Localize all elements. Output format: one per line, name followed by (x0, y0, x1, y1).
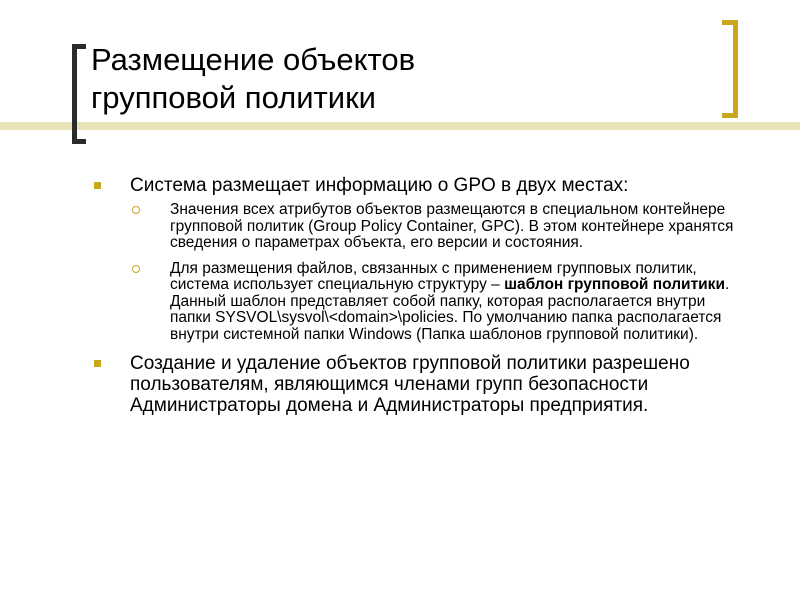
sub-bullet-text: Значения всех атрибутов объектов размещаются в специальном контейнере групповой политик (Group Policy Container, GPC). В этом контейнере хранятся сведения о параметрах объекта, его версии и состояния. (170, 201, 734, 251)
title-underline-band (0, 122, 800, 130)
bullet-text: Система размещает информацию о GPO в двух местах: (130, 175, 629, 196)
sub-bullet-list (92, 202, 752, 343)
square-bullet-icon (94, 182, 101, 189)
ring-bullet-icon (132, 265, 140, 273)
sub-bullet-gpc (92, 202, 750, 252)
right-bracket-decoration (722, 20, 738, 118)
square-bullet-icon (94, 360, 101, 367)
sub-bullet-text-before: Для размещения файлов, связанных с применением групповых политик, система использует специальную структуру – (170, 259, 697, 293)
sub-bullet-text-after: . Данный шаблон представляет собой папку, которая располагается внутри папки SYSVOL\sysvol\<domain>\policies. По умолчанию папка располагается внутри системной папки Windows (Папка шаблонов групповой политики). (170, 276, 730, 343)
ring-bullet-icon (132, 206, 140, 214)
sub-bullet-gpt (92, 261, 750, 344)
bullet-gpo-storage (92, 175, 752, 196)
slide-title (91, 41, 691, 117)
slide-title-line-2: групповой политики (91, 80, 376, 115)
sub-bullet-bold-term: шаблон групповой политики (504, 276, 725, 293)
slide-title-line-1: Размещение объектов (91, 42, 416, 77)
left-bracket-decoration (72, 44, 86, 144)
slide-body (92, 175, 752, 422)
bullet-permissions (92, 353, 752, 416)
bullet-text: Создание и удаление объектов групповой политики разрешено пользователям, являющимся членами групп безопасности Администраторы домена и Администраторы предприятия. (130, 353, 690, 416)
